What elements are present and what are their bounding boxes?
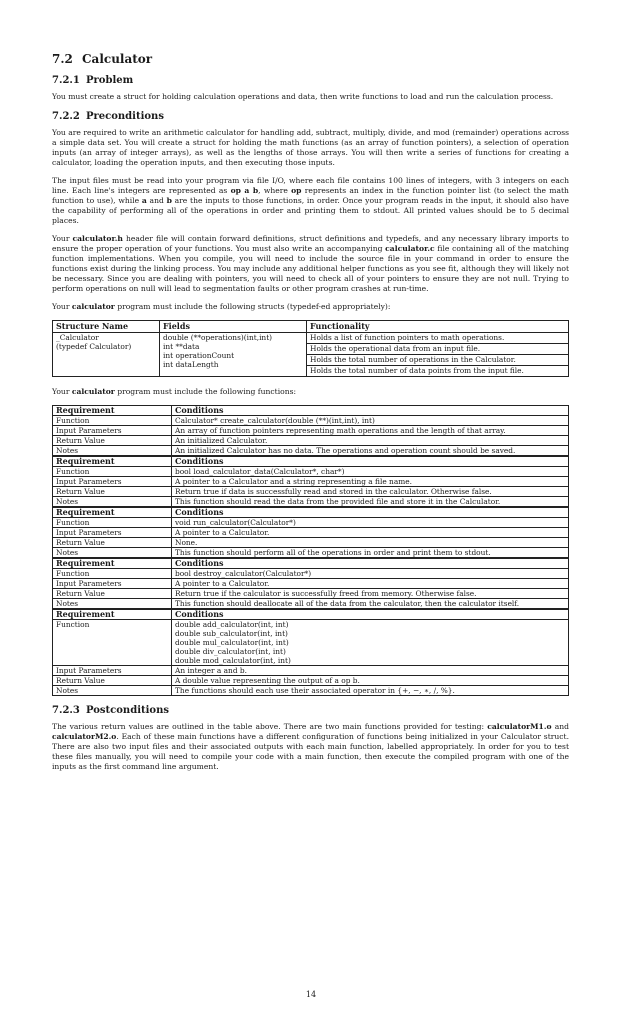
preconditions-paragraph-2: The input files must be read into your program via file I/O, where each file contains 100 lines of integers, with 3 integers on each line. Each line's integers are represented as op a b, where op represents an index in the function pointer list (to select the math function to use), while a and b are the inputs to those functions, in order. Once your program reads in the input, it should also have the capability of performing all of the operations in order and printing them to stdout. All printed values should be to 5 decimal places. [52, 176, 570, 225]
document-page [52, 52, 569, 780]
table-row: Function void run_calculator(Calculator*) [53, 518, 569, 528]
table-row: Requirement Conditions [53, 558, 569, 569]
table-row: Notes This function should deallocate all of the data from the calculator, then the calculator itself. [53, 599, 569, 610]
table-row: Notes This function should read the data from the provided file and store it in the Calculator. [53, 497, 569, 508]
table-row: Requirement Conditions [53, 507, 569, 518]
table-row: Return Value None. [53, 538, 569, 548]
page-number: 14 [305, 990, 317, 999]
functions-intro: Your calculator program must include the following functions: [52, 387, 297, 396]
table-row: Function double add_calculator(int, int) double sub_calculator(int, int) double mul_calculator(int, int) double div_calculator(int, int) double mod_calculator(int, int) [53, 620, 569, 666]
structs-table [52, 320, 569, 377]
table-row: Input Parameters An integer a and b. [53, 666, 569, 676]
table-row: Function bool destroy_calculator(Calculator*) [53, 569, 569, 579]
preconditions-heading: 7.2.2 Preconditions [52, 111, 164, 122]
structs-header-fields: Fields [160, 321, 307, 333]
problem-heading: 7.2.1 Problem [52, 75, 134, 86]
table-row: Return Value Return true if the calculator is successfully freed from memory. Otherwise false. [53, 589, 569, 599]
table-row: Notes An initialized Calculator has no data. The operations and operation count should be saved. [53, 446, 569, 457]
structs-header-functionality: Functionality [307, 321, 569, 333]
struct-functionality-cell: Holds a list of function pointers to math operations. Holds the operational data from an input file. Holds the total number of operations in the Calculator. Holds the total number of data points from the input file. [307, 333, 569, 377]
postconditions-text: The various return values are outlined in the table above. There are two main functions provided for testing: calculatorM1.o and calculatorM2.o. Each of these main functions have a different configuration of functions being initialized in your Calculator struct. There are also two input files and their associated outputs with each main function, labelled appropriately. In order for you to test these files manually, you will need to compile your code with a main function, then execute the compiled program with one of the inputs as the first command line argument. [52, 722, 569, 771]
table-row: Notes This function should perform all of the operations in order and print them to stdout. [53, 548, 569, 559]
struct-fields-cell: double (**operations)(int,int) int **data int operationCount int dataLength [160, 333, 307, 377]
table-row: Requirement Conditions [53, 609, 569, 620]
table-row: Return Value A double value representing the output of a op b. [53, 676, 569, 686]
table-row: Input Parameters A pointer to a Calculator. [53, 528, 569, 538]
table-row: Input Parameters A pointer to a Calculator and a string representing a file name. [53, 477, 569, 487]
structs-header-name: Structure Name [53, 321, 160, 333]
preconditions-paragraph-1: You are required to write an arithmetic calculator for handling add, subtract, multiply, divide, and mod (remainder) operations across a simple data set. You will create a struct for holding the math functions (as an array of function pointers), a selection of operation inputs (an array of integer arrays), as well as the lengths of those arrays. You will then write a series of functions for creating a calculator, loading the operation inputs, and then executing those inputs. [52, 128, 569, 167]
table-row: Return Value Return true if data is successfully read and stored in the calculator. Otherwise false. [53, 487, 569, 497]
preconditions-paragraph-3: Your calculator.h header file will contain forward definitions, struct definitions and typedefs, and any necessary library imports to ensure the proper operation of your functions. You must also write an accompanying calculator.c file containing all of the matching function implementations. When you compile, you will need to include the source file in your command in order to ensure the functions exist during the linking process. You may include any additional helper functions as you see fit, although they will likely not be necessary. Since you are dealing with pointers, you will need to check all of your pointers to ensure they are not null. Trying to perform operations on null will lead to segmentation faults or other program crashes at run-time. [52, 234, 570, 293]
problem-text: You must create a struct for holding calculation operations and data, then write functions to load and run the calculation process. [52, 92, 554, 101]
table-row: Input Parameters A pointer to a Calculator. [53, 579, 569, 589]
table-row: Return Value An initialized Calculator. [53, 436, 569, 446]
functions-table [52, 405, 569, 696]
table-row: Requirement Conditions [53, 456, 569, 467]
table-row: Function bool load_calculator_data(Calculator*, char*) [53, 467, 569, 477]
table-row: Notes The functions should each use their associated operator in {+, −, ∗, /, %}. [53, 686, 569, 696]
section-heading: 7.2 Calculator [52, 52, 153, 66]
struct-name-cell: _Calculator (typedef Calculator) [53, 333, 160, 377]
structs-intro: Your calculator program must include the following structs (typedef-ed appropriately): [52, 302, 391, 311]
table-row: Input Parameters An array of function pointers representing math operations and the length of that array. [53, 426, 569, 436]
table-row: Function Calculator* create_calculator(double (**)(int,int), int) [53, 416, 569, 426]
postconditions-heading: 7.2.3 Postconditions [52, 705, 169, 716]
table-row: Requirement Conditions [53, 406, 569, 416]
